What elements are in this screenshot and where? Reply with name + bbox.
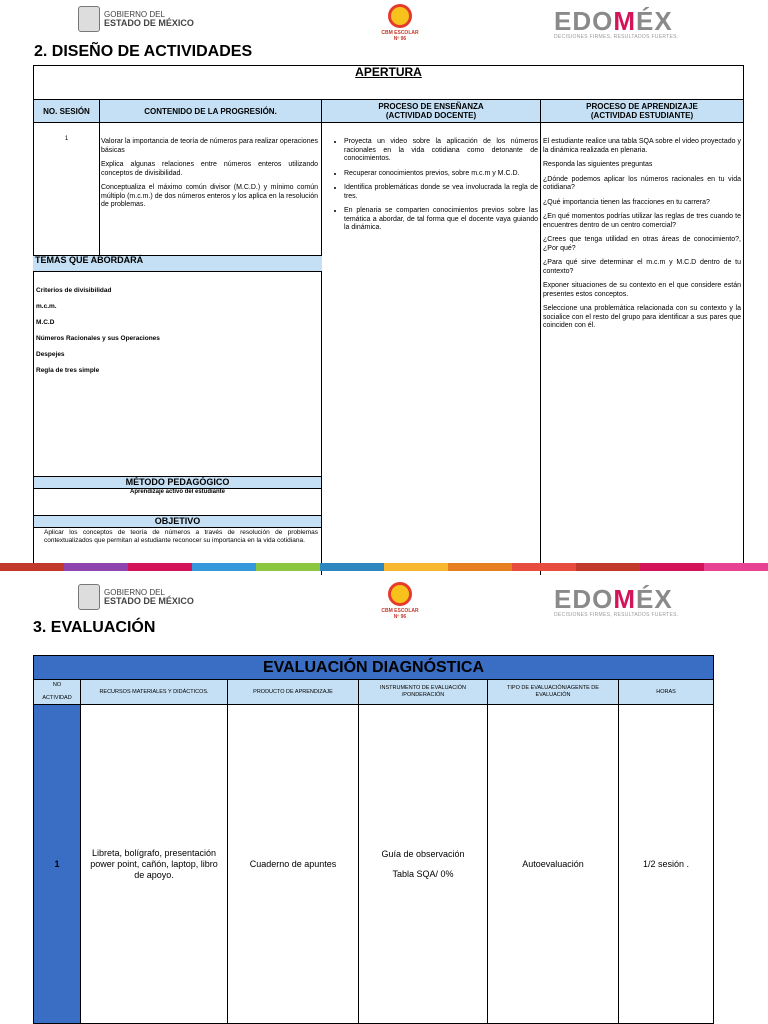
stripe-segment [320, 563, 384, 571]
tema-item: m.c.m. [36, 303, 57, 310]
edomex-word-a: EDO [554, 6, 614, 36]
gob-line1: GOBIERNO DEL [104, 10, 165, 19]
apertura-title: APERTURA [355, 65, 422, 79]
tema-item: Regla de tres simple [36, 367, 100, 374]
eval-header-producto: PRODUCTO DE APRENDIZAJE [227, 679, 359, 705]
stripe-segment [64, 563, 128, 571]
objetivo-title: OBJETIVO [33, 515, 322, 528]
temas-list [36, 287, 316, 383]
stripe-segment [704, 563, 768, 571]
estudiante-item: ¿En qué momentos podrías utilizar las reglas de tres cuando te encuentres dentro de un centro comercial? [543, 213, 741, 229]
stripe-segment [512, 563, 576, 571]
eval-header-no-line1: NO [52, 682, 62, 688]
estudiante-cell [543, 138, 741, 337]
metodo-value: Aprendizaje activo del estudiante [129, 489, 226, 495]
state-seal-icon [78, 584, 100, 610]
estudiante-item: Responda las siguientes preguntas [543, 161, 653, 168]
school-logo-label: CBM ESCOLAR Nº 96 [381, 608, 419, 620]
school-logo [378, 4, 422, 44]
col-divider-3 [540, 99, 541, 575]
edomex-word-c: ÉX [636, 6, 673, 36]
stripe-segment [192, 563, 256, 571]
eval-row-instrumento [358, 704, 488, 1024]
contenido-cell [101, 138, 318, 216]
stripe-segment [448, 563, 512, 571]
docente-item: • Proyecta un video sobre la aplicación de los números racionales en la vida cotidiana como detonante de conocimientos. [344, 138, 538, 164]
estudiante-item: ¿Crees que tenga utilidad en otras áreas de conocimiento?, ¿Por qué? [543, 236, 741, 252]
col-header-ensenanza-line1: PROCESO DE ENSEÑANZA [378, 102, 484, 111]
tema-item: M.C.D [36, 319, 55, 326]
gobierno-logo [78, 6, 194, 32]
section2-title: 2. DISEÑO DE ACTIVIDADES [34, 43, 253, 60]
stripe-segment [384, 563, 448, 571]
col-divider-1 [99, 122, 100, 257]
school-logo-2 [378, 582, 422, 622]
eval-row-recursos: Libreta, bolígrafo, presentación power point, cañón, laptop, libro de apoyo. [80, 704, 228, 1024]
eval-row-tipo: Autoevaluación [487, 704, 619, 1024]
stripe-segment [0, 563, 64, 571]
eval-row-no: 1 [33, 704, 81, 1024]
tema-item: Números Racionales y sus Operaciones [36, 335, 160, 342]
col-header-aprendizaje-line1: PROCESO DE APRENDIZAJE [586, 102, 698, 111]
school-logo-label: CBM ESCOLAR Nº 96 [381, 30, 419, 42]
estudiante-item: ¿Qué importancia tienen las fracciones en tu carrera? [543, 198, 710, 206]
edomex-logo [554, 8, 678, 40]
eval-header-tipo: TIPO DE EVALUACIÓN/AGENTE DE EVALUACIÓN [487, 679, 619, 705]
col-header-ensenanza [321, 99, 541, 123]
eval-instrumento-line2: Tabla SQA/ 0% [392, 868, 454, 879]
metodo-title: MÉTODO PEDAGÓGICO [33, 476, 322, 489]
eval-table-title: EVALUACIÓN DIAGNÓSTICA [33, 655, 714, 680]
header-divider [33, 122, 744, 123]
tema-item: Criterios de divisibilidad [36, 287, 112, 294]
col-header-sesion: NO. SESIÓN [33, 99, 100, 123]
estudiante-item: ¿Para qué sirve determinar el m.c.m y M.C.D dentro de tu contexto? [543, 259, 741, 275]
lightbulb-gear-icon [388, 582, 412, 606]
eval-row-producto: Cuaderno de apuntes [227, 704, 359, 1024]
stripe-segment [640, 563, 704, 571]
session-number: 1 [64, 136, 69, 142]
contenido-p2: Explica algunas relaciones entre números enteros utilizando conceptos de divisibilidad. [101, 161, 318, 177]
tema-item: Despejes [36, 351, 65, 358]
stripe-segment [576, 563, 640, 571]
edomex-word-a: EDO [554, 584, 614, 614]
eval-header-horas: HORAS [618, 679, 714, 705]
estudiante-item: ¿Dónde podemos aplicar los números racionales en tu vida cotidiana? [543, 175, 741, 191]
edomex-word-b: M [613, 584, 637, 614]
eval-header-instrumento: INSTRUMENTO DE EVALUACIÓN /PONDERACIÓN [358, 679, 488, 705]
stripe-segment [256, 563, 320, 571]
eval-header-no-line2: ACTIVIDAD [42, 695, 72, 701]
color-stripe [0, 563, 768, 571]
eval-header-no [33, 679, 81, 705]
eval-instrumento-line1: Guía de observación [381, 848, 465, 859]
edomex-word-b: M [613, 6, 637, 36]
section3-title: 3. EVALUACIÓN [33, 619, 156, 636]
docente-item: • Identifica problemáticas donde se vea involucrada la regla de tres. [344, 184, 538, 201]
lightbulb-gear-icon [388, 4, 412, 28]
contenido-p3: Conceptualiza el máximo común divisor (M.C.D.) y mínimo común múltiplo (m.c.m.) de dos números enteros y los aplica en la resolución de problemas. [101, 184, 318, 208]
docente-item: • Recuperar conocimientos previos, sobre m.c.m y M.C.D. [344, 170, 538, 179]
docente-cell [331, 138, 538, 239]
estudiante-item: El estudiante realice una tabla SQA sobre el video proyectado y la dinámica realizada en plenaria. [543, 138, 741, 154]
eval-row-horas: 1/2 sesión . [618, 704, 714, 1024]
col-header-aprendizaje-line2: (ACTIVIDAD ESTUDIANTE) [590, 111, 694, 120]
col-header-ensenanza-line2: (ACTIVIDAD DOCENTE) [385, 111, 477, 120]
edomex-tagline: DECISIONES FIRMES, RESULTADOS FUERTES. [554, 34, 679, 40]
contenido-p1: Valorar la importancia de teoría de números para realizar operaciones básicas [101, 138, 318, 154]
objetivo-value: Aplicar los conceptos de teoría de números a través de resolución de problemas contextualizados que permitan al estudiante reconocer su importancia en la vida cotidiana. [44, 529, 318, 544]
gob-line1: GOBIERNO DEL [104, 588, 165, 597]
state-seal-icon [78, 6, 100, 32]
col-header-aprendizaje [540, 99, 744, 123]
gob-line2: ESTADO DE MÉXICO [104, 18, 194, 28]
docente-item: • En plenaria se comparten conocimientos previos sobre las temática a abordar, de tal forma que el docente vaya guiando la dinámica. [344, 207, 538, 233]
edomex-word-c: ÉX [636, 584, 673, 614]
gob-line2: ESTADO DE MÉXICO [104, 596, 194, 606]
col-divider-2 [321, 99, 322, 575]
stripe-segment [128, 563, 192, 571]
edomex-logo-2 [554, 586, 678, 618]
temas-title: TEMAS QUE ABORDARÁ [33, 255, 322, 272]
gobierno-logo-2 [78, 584, 194, 610]
estudiante-item: Exponer situaciones de su contexto en el que considere están presentes estos conceptos. [543, 282, 741, 298]
eval-header-recursos: RECURSOS MATERIALES Y DIDÁCTICOS. [80, 679, 228, 705]
estudiante-item: Seleccione una problemática relacionada con su contexto y la socialice con el resto del grupo para identificar a sus pares que coinciden con él. [543, 305, 741, 329]
col-header-contenido: CONTENIDO DE LA PROGRESIÓN. [99, 99, 322, 123]
edomex-tagline: DECISIONES FIRMES, RESULTADOS FUERTES. [554, 612, 679, 618]
